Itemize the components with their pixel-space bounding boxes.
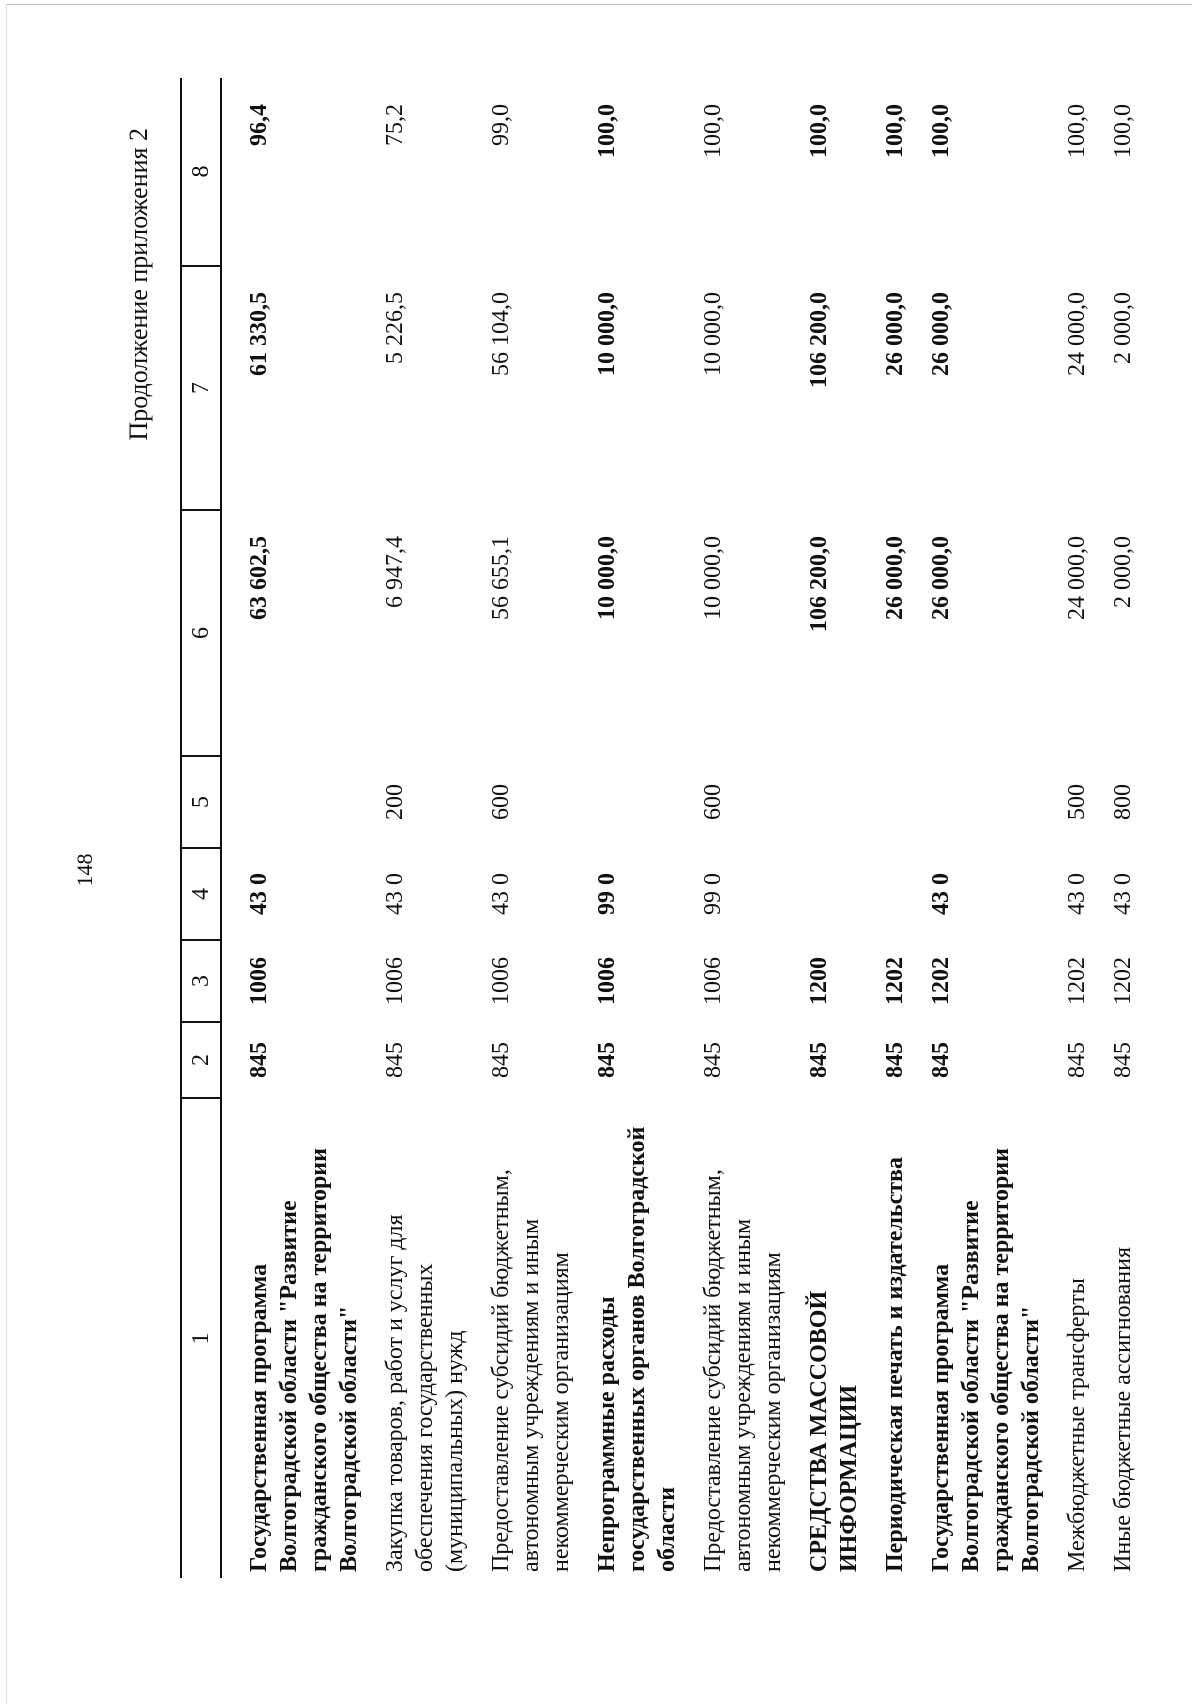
column-header: 4: [181, 848, 221, 940]
table-row: [682, 78, 788, 1578]
cell-code: 845: [1064, 1042, 1090, 1078]
cell-planned: 10 000,0: [594, 536, 620, 620]
cell-planned: 56 655,1: [488, 536, 514, 620]
cell-expense-type: [864, 756, 910, 848]
cell-percent: 100,0: [1064, 104, 1090, 158]
cell-section: 1202: [1064, 957, 1090, 1005]
cell-executed: 24 000,0: [1064, 292, 1090, 376]
cell-planned: 2 000,0: [1110, 536, 1136, 608]
table-row: [1092, 78, 1138, 1578]
table-row: [910, 78, 1046, 1578]
cell-executed: 5 226,5: [382, 292, 408, 364]
cell-executed: 2 000,0: [1110, 292, 1136, 364]
cell-expense-type: [910, 756, 1046, 848]
cell-code: 845: [700, 1042, 726, 1078]
table-body: [221, 78, 1138, 1578]
cell-program: 43 0: [382, 873, 408, 915]
cell-planned: 26 000,0: [882, 536, 908, 620]
cell-expense-type: [576, 756, 682, 848]
cell-expense-type: 200: [382, 784, 408, 820]
cell-planned: 6 947,4: [382, 536, 408, 608]
cell-executed: 56 104,0: [488, 292, 514, 376]
cell-expense-type: [788, 756, 864, 848]
cell-executed: 10 000,0: [700, 292, 726, 376]
cell-section: 1006: [382, 957, 408, 1005]
cell-program: 43 0: [1064, 873, 1090, 915]
row-label: [682, 1098, 788, 1578]
row-label: [470, 1098, 576, 1578]
cell-code: 845: [1110, 1042, 1136, 1078]
row-label: [221, 1098, 364, 1578]
row-label-text: Иные бюджетные ассигнования: [1110, 1247, 1136, 1572]
cell-section: 1006: [594, 957, 620, 1005]
cell-section: 1200: [806, 957, 832, 1005]
row-label: [576, 1098, 682, 1578]
row-label: [1092, 1098, 1138, 1578]
cell-code: 845: [806, 1042, 832, 1078]
row-label-text: Межбюджетные трансферты: [1064, 1278, 1090, 1572]
cell-percent: 100,0: [882, 104, 908, 158]
table-row: [864, 78, 910, 1578]
table-header-row: [181, 78, 221, 1578]
row-label-text: Государственная программа Волгоградской области "Развитие гражданского общества на территории Волгоградской области": [246, 1148, 362, 1572]
row-label: [910, 1098, 1046, 1578]
cell-code: 845: [382, 1042, 408, 1078]
row-label: [788, 1098, 864, 1578]
cell-program: 43 0: [928, 873, 954, 915]
column-header: 3: [181, 940, 221, 1022]
row-label-text: Предоставление субсидий бюджетным, автономным учреждениям и иным некоммерческим организациям: [700, 1169, 786, 1572]
cell-planned: 26 000,0: [928, 536, 954, 620]
cell-expense-type: 600: [488, 784, 514, 820]
cell-executed: 26 000,0: [928, 292, 954, 376]
cell-code: 845: [882, 1042, 908, 1078]
cell-percent: 99,0: [488, 104, 514, 146]
row-label-text: Периодическая печать и издательства: [882, 1156, 908, 1572]
cell-section: 1202: [928, 957, 954, 1005]
cell-code: 845: [246, 1042, 272, 1078]
cell-program: 43 0: [488, 873, 514, 915]
row-label-text: Непрограммные расходы государственных органов Волгоградской области: [594, 1126, 680, 1572]
cell-percent: 100,0: [1110, 104, 1136, 158]
page-number: 148: [72, 853, 97, 887]
row-label: [364, 1098, 470, 1578]
cell-section: 1006: [246, 957, 272, 1005]
cell-executed: 61 330,5: [246, 292, 272, 376]
cell-section: 1202: [1110, 957, 1136, 1005]
cell-executed: 10 000,0: [594, 292, 620, 376]
table-row: [788, 78, 864, 1578]
cell-section: 1006: [700, 957, 726, 1005]
cell-expense-type: 500: [1064, 784, 1090, 820]
row-label-text: СРЕДСТВА МАССОВОЙ ИНФОРМАЦИИ: [806, 1290, 862, 1572]
cell-planned: 10 000,0: [700, 536, 726, 620]
row-label: [864, 1098, 910, 1578]
table-row: [470, 78, 576, 1578]
column-header: 1: [181, 1098, 221, 1578]
cell-program: 43 0: [1110, 873, 1136, 915]
cell-program: [864, 848, 910, 940]
cell-program: 99 0: [594, 873, 620, 915]
column-header: 8: [181, 78, 221, 266]
cell-program: 43 0: [246, 873, 272, 915]
cell-section: 1006: [488, 957, 514, 1005]
cell-executed: 106 200,0: [806, 292, 832, 388]
column-header: 5: [181, 756, 221, 848]
cell-expense-type: 600: [700, 784, 726, 820]
column-header: 6: [181, 510, 221, 756]
column-header: 2: [181, 1022, 221, 1098]
cell-planned: 106 200,0: [806, 536, 832, 632]
budget-table: [180, 78, 1138, 1578]
table-row: [576, 78, 682, 1578]
cell-executed: 26 000,0: [882, 292, 908, 376]
cell-code: 845: [594, 1042, 620, 1078]
row-label: [1046, 1098, 1092, 1578]
row-label-text: Закупка товаров, работ и услуг для обеспечения государственных (муниципальных) нужд: [382, 1214, 468, 1572]
row-label-text: Государственная программа Волгоградской области "Развитие гражданского общества на территории Волгоградской области": [928, 1148, 1044, 1572]
cell-expense-type: 800: [1110, 784, 1136, 820]
cell-program: [788, 848, 864, 940]
cell-section: 1202: [882, 957, 908, 1005]
cell-planned: 63 602,5: [246, 536, 272, 620]
cell-expense-type: [221, 756, 364, 848]
table-row: [221, 78, 364, 1578]
cell-percent: 100,0: [806, 104, 832, 158]
cell-percent: 96,4: [246, 104, 272, 146]
continuation-title: Продолжение приложения 2: [124, 128, 153, 441]
cell-program: 99 0: [700, 873, 726, 915]
cell-percent: 100,0: [928, 104, 954, 158]
cell-percent: 75,2: [382, 104, 408, 146]
cell-code: 845: [488, 1042, 514, 1078]
cell-percent: 100,0: [594, 104, 620, 158]
row-label-text: Предоставление субсидий бюджетным, автономным учреждениям и иным некоммерческим организациям: [488, 1169, 574, 1572]
column-header: 7: [181, 266, 221, 510]
table-row: [1046, 78, 1092, 1578]
table-row: [364, 78, 470, 1578]
cell-planned: 24 000,0: [1064, 536, 1090, 620]
cell-code: 845: [928, 1042, 954, 1078]
cell-percent: 100,0: [700, 104, 726, 158]
